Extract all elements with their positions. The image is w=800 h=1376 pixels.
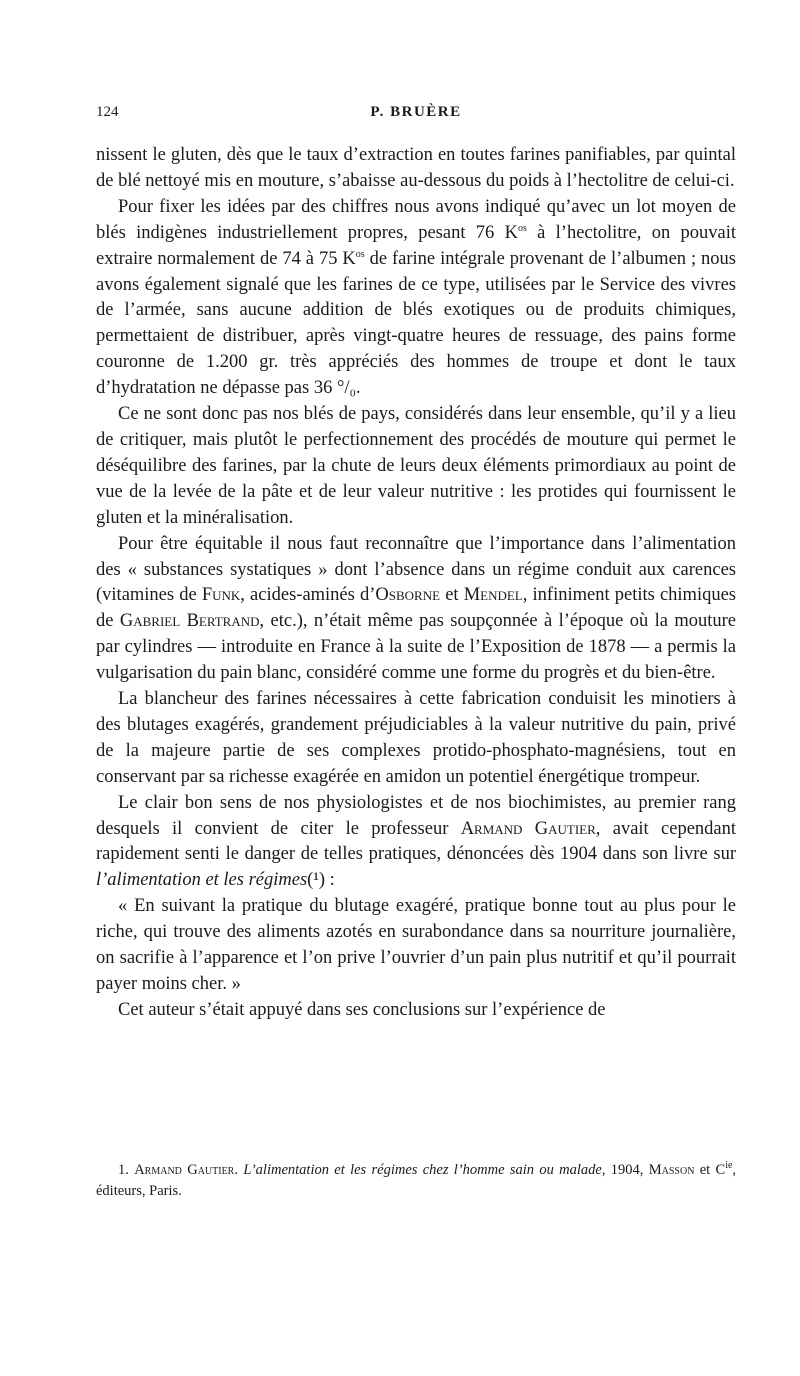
- body-text: [96, 143, 736, 1024]
- page-number: 124: [96, 104, 119, 120]
- paragraph-6: Le clair bon sens de nos physiologistes et de nos biochimistes, au premier rang desquels il convient de citer le professeur Armand Gautier, avait cependant rapidement senti le danger de telles pratiques, dénoncées dès 1904 dans son livre sur l’alimentation et les régimes(¹) :: [96, 792, 737, 891]
- footnote-1: 1. Armand Gautier. L’alimentation et les régimes chez l’homme sain ou malade, 1904, Masson et $C^{ie}$, éditeurs, Paris.: [96, 1160, 737, 1199]
- paragraph-3: Ce ne sont donc pas nos blés de pays, considérés dans leur ensemble, qu’il y a lieu de critiquer, mais plutôt le perfectionnement des procédés de mouture qui permet le déséquilibre des farines, par la chute de leurs deux éléments primordiaux au point de vue de la levée de la pâte et de leur valeur nutritive : les protides qui fournissent le gluten et la minéralisation.: [96, 404, 736, 528]
- paragraph-8: Cet auteur s’était appuyé dans ses conclusions sur l’expérience de: [118, 999, 606, 1020]
- footnote-ref: (¹): [307, 870, 326, 891]
- paragraph-1: nissent le gluten, dès que le taux d’extraction en toutes farines panifiables, par quintal de blé nettoyé mis en mouture, s’abaisse au-dessous du poids à l’hectolitre de celui-ci.: [96, 145, 736, 191]
- paragraph-5: La blancheur des farines nécessaires à cette fabrication conduisit les minotiers à des blutages exagérés, grandement préjudiciables à la valeur nutritive du pain, privé de la majeure partie de ses complexes protido-phosphato-magnésiens, tout en conservant par sa richesse exagérée en amidon un potentiel énergétique trompeur.: [96, 689, 736, 787]
- paragraph-2: Pour fixer les idées par des chiffres nous avons indiqué qu’avec un lot moyen de blés indigènes industriellement propres, pesant 76 $K^{os}$ à l’hectolitre, on pouvait extraire normalement de 74 à 75 $K^{os}$ de farine intégrale provenant de l’albumen ; nous avons également signalé que les farines de ce type, utilisées par le Service des vivres de l’armée, sans aucune addition de blés exotiques ou de produits chimiques, permettaient de distribuer, après vingt-quatre heures de ressuage, des pains forme couronne de 1.200 gr. très appréciés des hommes de troupe et dont le taux d’hydratation ne dépasse pas 36 °/₀.: [96, 196, 737, 399]
- paragraph-7-quote: « En suivant la pratique du blutage exagéré, pratique bonne tout au plus pour le riche, qui trouve des aliments azotés en surabondance dans sa nourriture journalière, on sacrifie à l’apparence et l’on prive l’ouvrier d’un pain plus nutritif et qu’il pourrait payer moins cher. »: [96, 896, 736, 994]
- running-head: P. BRUÈRE: [370, 104, 462, 120]
- paragraph-4: Pour être équitable il nous faut reconnaître que l’importance dans l’alimentation des « substances systatiques » dont l’absence dans un régime conduit aux carences (vitamines de Funk, acides-aminés d’Osborne et Mendel, infiniment petits chimiques de Gabriel Bertrand, etc.), n’était même pas soupçonnée à l’époque où la mouture par cylindres — introduite en France à la suite de l’Exposition de 1878 — a permis la vulgarisation du pain blanc, considéré comme une forme du progrès et du bien-être.: [96, 533, 737, 684]
- footnotes: [96, 1160, 736, 1202]
- page-header: [96, 104, 736, 128]
